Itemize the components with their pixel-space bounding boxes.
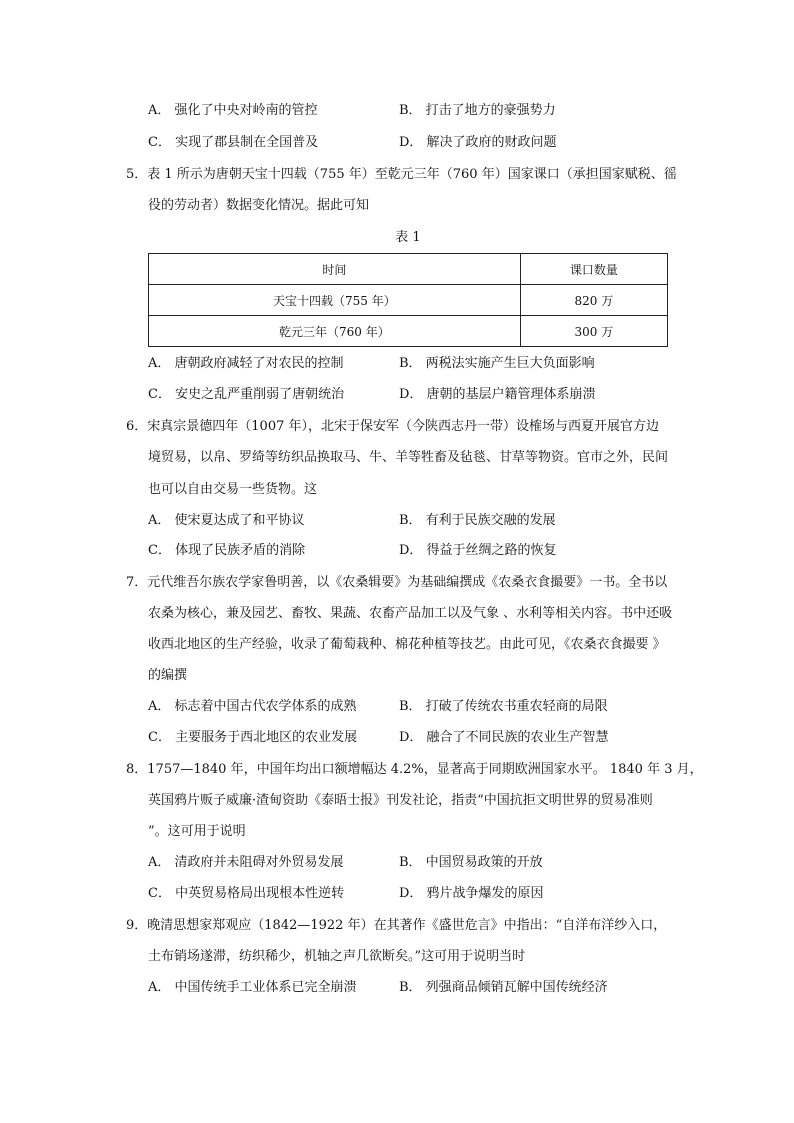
q8-stem-line2: 英国鸦片贩子威廉·渣甸资助《泰晤士报》刊发社论，指责“中国抗拒文明世界的贸易准则: [148, 793, 653, 808]
q5-option-a: A． 唐朝政府减轻了对农民的控制: [148, 356, 344, 371]
q4-option-a: A． 强化了中央对岭南的管控: [148, 103, 318, 118]
q6-stem-line2: 境贸易，以帛、罗绮等纺织品换取马、牛、羊等牲畜及毡毯、甘草等物资。官市之外，民间: [148, 450, 669, 465]
table-header-row: [149, 254, 668, 285]
q4-option-b: B． 打击了地方的豪强势力: [399, 103, 556, 118]
table-row: [149, 285, 668, 316]
q7-stem-line1: 7．元代维吾尔族农学家鲁明善，以《农桑辑要》为基础编撰成《农桑衣食撮要》一书。全书以: [126, 575, 668, 590]
q7-stem-line3: 收西北地区的生产经验，收录了葡萄栽种、棉花种植等技艺。由此可见，《农桑衣食撮要 》: [148, 637, 666, 652]
q7-option-d: D． 融合了不同民族的农业生产智慧: [399, 730, 609, 745]
data-table: [148, 253, 668, 347]
table-caption: 表 1: [395, 230, 421, 245]
q5-stem-line1: 5．表 1 所示为唐朝天宝十四载（755 年）至乾元三年（760 年）国家课口（承担国家赋税、徭: [126, 167, 677, 182]
q8-option-a: A． 清政府并未阻碍对外贸易发展: [148, 855, 344, 870]
q6-stem-line1: 6．宋真宗景德四年（1007 年），北宋于保安军（今陕西志丹一带）设榷场与西夏开展官方边: [126, 419, 659, 434]
table-cell: 天宝十四载（755 年）: [149, 285, 521, 316]
q9-stem-line1: 9．晚清思想家郑观应（1842—1922 年）在其著作《盛世危言》中指出：“自洋布洋纱入口，: [126, 918, 667, 933]
table-header-cell: 课口数量: [520, 254, 667, 285]
table-cell: 300 万: [520, 316, 667, 347]
q9-option-b: B． 列强商品倾销瓦解中国传统经济: [399, 980, 608, 995]
q7-option-b: B． 打破了传统农书重农轻商的局限: [399, 699, 608, 714]
q6-option-d: D． 得益于丝绸之路的恢复: [399, 543, 557, 558]
q6-option-a: A． 使宋夏达成了和平协议: [148, 513, 305, 528]
table-cell: 820 万: [520, 285, 667, 316]
q5-option-c: C． 安史之乱严重削弱了唐朝统治: [148, 387, 345, 402]
q7-stem-line2: 农桑为核心，兼及园艺、畜牧、果蔬、农畜产品加工以及气象 、水利等相关内容。书中还吸: [148, 606, 673, 621]
q8-stem-line1: 8．1757—1840 年，中国年均出口额增幅达 4.2%，显著高于同期欧洲国家水平。 1840 年 3 月，: [126, 762, 703, 777]
table-header-cell: 时间: [149, 254, 521, 285]
q4-option-c: C． 实现了郡县制在全国普及: [148, 135, 319, 150]
table-cell: 乾元三年（760 年）: [149, 316, 521, 347]
q9-option-a: A． 中国传统手工业体系已完全崩溃: [148, 980, 357, 995]
q6-option-b: B． 有利于民族交融的发展: [399, 513, 556, 528]
q7-option-a: A． 标志着中国古代农学体系的成熟: [148, 699, 357, 714]
q5-stem-line2: 役的劳动者）数据变化情况。据此可知: [148, 198, 370, 213]
q7-option-c: C． 主要服务于西北地区的农业发展: [148, 730, 358, 745]
q4-option-d: D． 解决了政府的财政问题: [399, 135, 557, 150]
q6-option-c: C． 体现了民族矛盾的消除: [148, 543, 306, 558]
q8-option-c: C． 中英贸易格局出现根本性逆转: [148, 886, 345, 901]
q9-stem-line2: 土布销场遂滞，纺织稀少，机轴之声几欲断矣。”这可用于说明当时: [148, 949, 526, 964]
table-row: [149, 316, 668, 347]
q6-stem-line3: 也可以自由交易一些货物。这: [148, 482, 318, 497]
q8-stem-line3: ”。这可用于说明: [148, 824, 246, 839]
q8-option-b: B． 中国贸易政策的开放: [399, 855, 543, 870]
q5-option-b: B． 两税法实施产生巨大负面影响: [399, 356, 595, 371]
q5-option-d: D． 唐朝的基层户籍管理体系崩溃: [399, 387, 596, 402]
q8-option-d: D． 鸦片战争爆发的原因: [399, 886, 544, 901]
q7-stem-line4: 的编撰: [148, 668, 188, 683]
